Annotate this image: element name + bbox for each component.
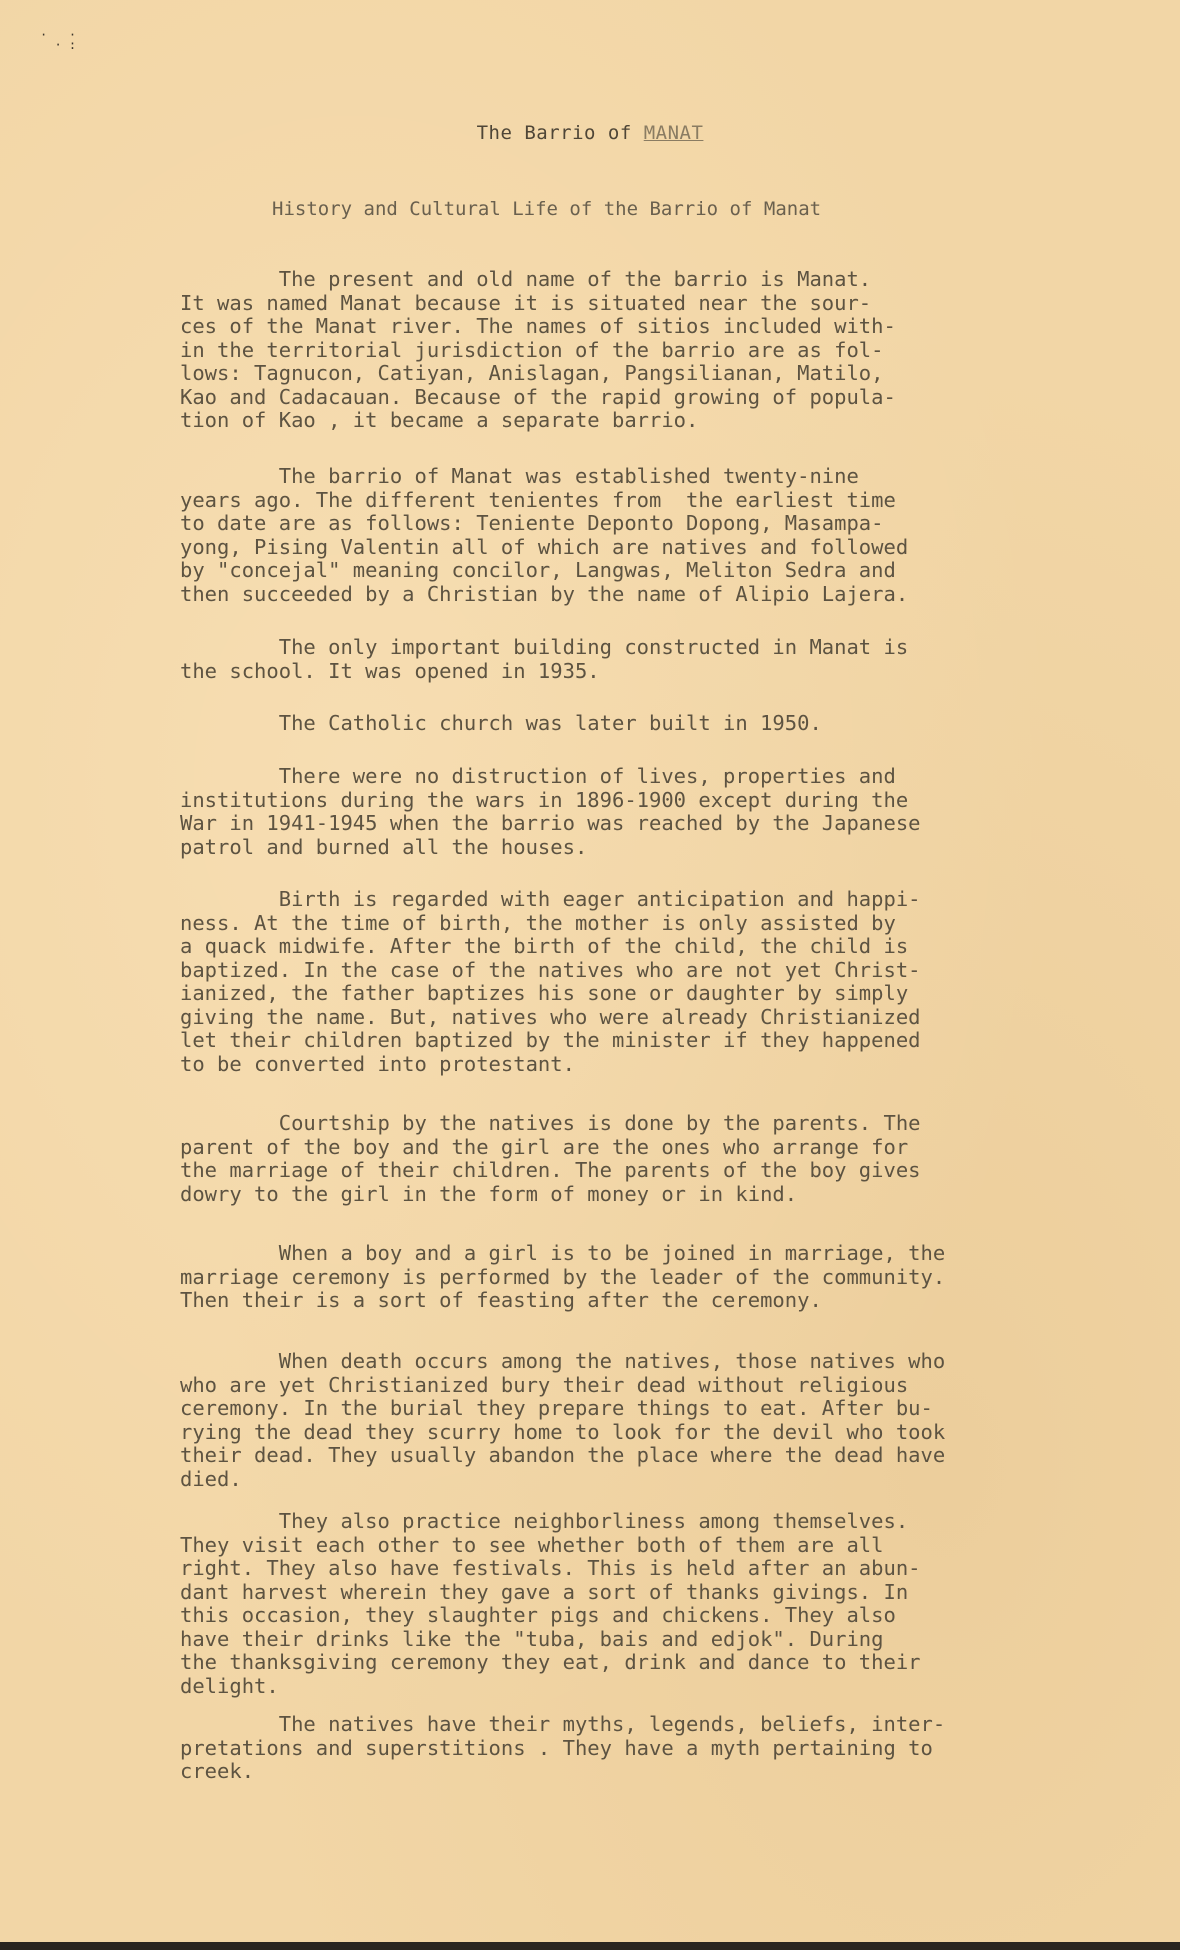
paragraph	[180, 765, 921, 859]
paragraph-line: who are yet Christianized bury their dead without religious	[180, 1372, 909, 1397]
paragraph	[180, 1242, 945, 1313]
paragraph	[180, 465, 908, 606]
paragraph-line: The present and old name of the barrio is Manat.	[180, 267, 872, 291]
paragraph-line: in the territorial jurisdiction of the barrio are as fol-	[180, 337, 884, 362]
paragraph	[180, 1112, 921, 1206]
paragraph-line: They visit each other to see whether both of them are all	[180, 1532, 884, 1557]
paragraph-line: Then their is a sort of feasting after the ceremony.	[180, 1288, 822, 1312]
paragraph-line: dowry to the girl in the form of money or in kind.	[180, 1181, 798, 1206]
paragraph-line: baptized. In the case of the natives who are not yet Christ-	[180, 957, 921, 982]
paragraph-line: this occasion, they slaughter pigs and chickens. They also	[180, 1603, 896, 1627]
document-subtitle: History and Cultural Life of the Barrio of Manat	[272, 198, 822, 220]
paragraph-line: marriage ceremony is performed by the leader of the community.	[180, 1264, 946, 1289]
paragraph-line: to date are as follows: Teniente Deponto Dopong, Masampa-	[180, 511, 884, 535]
paragraph	[180, 712, 822, 736]
paragraph-line: giving the name. But, natives who were already Christianized	[180, 1004, 921, 1029]
paragraph	[180, 636, 908, 683]
paragraph-line: the thanksgiving ceremony they eat, drink and dance to their	[180, 1650, 921, 1674]
paragraph-line: There were no distruction of lives, properties and	[180, 764, 896, 788]
paragraph-line: The barrio of Manat was established twenty-nine	[180, 464, 859, 488]
paragraph	[180, 1510, 921, 1698]
paragraph-line: pretations and superstitions . They have a myth pertaining to	[180, 1735, 933, 1760]
paragraph-line: years ago. The different tenientes from the earliest time	[180, 487, 896, 512]
page-bottom-edge	[0, 1942, 1180, 1950]
paragraph-line: dant harvest wherein they gave a sort of thanks givings. In	[180, 1579, 909, 1604]
paragraph-line: The only important building constructed in Manat is	[180, 635, 909, 659]
paragraph-line: Birth is regarded with eager anticipation and happi-	[180, 887, 921, 911]
paragraph-line: to be converted into protestant.	[180, 1051, 575, 1076]
paragraph-line: right. They also have festivals. This is held after an abun-	[180, 1556, 921, 1580]
paragraph-line: their dead. They usually abandon the place where the dead have	[180, 1443, 946, 1467]
paragraph-line: institutions during the wars in 1896-1900 except during the	[180, 787, 909, 812]
paragraph-line: the marriage of their children. The parents of the boy gives	[180, 1158, 921, 1182]
paragraph-line: by "concejal" meaning concilor, Langwas, Meliton Sedra and	[180, 558, 896, 582]
paragraph-line: creek.	[180, 1759, 255, 1783]
paragraph-line: ceremony. In the burial they prepare things to eat. After bu-	[180, 1396, 933, 1420]
paragraph-line: died.	[180, 1466, 242, 1491]
paragraph	[180, 268, 896, 433]
paragraph-line: let their children baptized by the minister if they happened	[180, 1028, 921, 1052]
paragraph	[180, 888, 921, 1076]
paragraph-line: ness. At the time of birth, the mother is only assisted by	[180, 910, 896, 935]
paragraph-line: Kao and Cadacauan. Because of the rapid growing of popula-	[180, 384, 896, 409]
paragraph-line: then succeeded by a Christian by the name of Alipio Lajera.	[180, 581, 909, 606]
paragraph-line: When death occurs among the natives, those natives who	[180, 1349, 946, 1373]
paragraph-line: yong, Pising Valentin all of which are natives and followed	[180, 534, 909, 559]
paragraph	[180, 1713, 945, 1784]
paragraph-line: patrol and burned all the houses.	[180, 834, 588, 859]
paragraph-line: It was named Manat because it is situated near the sour-	[180, 290, 872, 315]
corner-specks: · · · :	[40, 28, 77, 52]
paragraph-line: have their drinks like the "tuba, bais and edjok". During	[180, 1626, 884, 1651]
paragraph-line: parent of the boy and the girl are the ones who arrange for	[180, 1134, 909, 1159]
paragraph-line: The Catholic church was later built in 1950.	[180, 711, 822, 735]
paragraph-line: the school. It was opened in 1935.	[180, 658, 600, 683]
paragraph-line: War in 1941-1945 when the barrio was reached by the Japanese	[180, 811, 921, 835]
paragraph-line: tion of Kao , it became a separate barrio.	[180, 408, 699, 432]
paragraph-line: The natives have their myths, legends, beliefs, inter-	[180, 1712, 946, 1736]
paragraph	[180, 1350, 945, 1491]
paragraph-line: delight.	[180, 1673, 279, 1698]
title-barrio-name: MANAT	[643, 122, 704, 144]
paragraph-line: Courtship by the natives is done by the parents. The	[180, 1111, 921, 1135]
paragraph-line: ianized, the father baptizes his sone or daughter by simply	[180, 981, 909, 1005]
paragraph-line: When a boy and a girl is to be joined in marriage, the	[180, 1241, 946, 1265]
paragraph-line: a quack midwife. After the birth of the child, the child is	[180, 934, 909, 958]
paragraph-line: lows: Tagnucon, Catiyan, Anislagan, Pangsilianan, Matilo,	[180, 361, 884, 385]
paragraph-line: They also practice neighborliness among themselves.	[180, 1509, 909, 1533]
paragraph-line: ces of the Manat river. The names of sitios included with-	[180, 314, 896, 338]
title-prefix: The Barrio of	[476, 122, 644, 144]
document-title	[0, 122, 1180, 144]
paragraph-line: rying the dead they scurry home to look for the devil who took	[180, 1419, 946, 1444]
